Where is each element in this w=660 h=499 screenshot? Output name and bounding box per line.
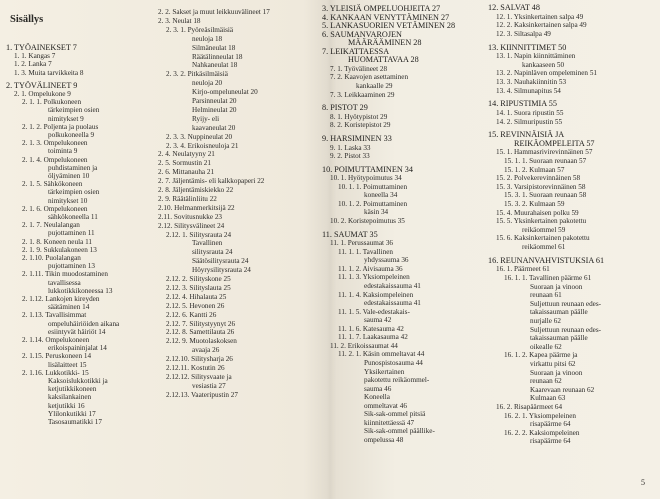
toc-entry: 14. 2. Silmuripustin 55 (496, 117, 563, 126)
toc-entry: lisälaitteet 15 (48, 360, 87, 369)
toc-entry: esiintyvät häiriöt 14 (48, 327, 106, 336)
toc-entry: 2. 1.13. Tavallisimmat (22, 311, 87, 320)
toc-heading: 2. TYÖVÄLINEET 9 (6, 80, 78, 90)
toc-entry: 10. 2. Koristepoimutus 35 (330, 217, 405, 226)
toc-entry: 2.12. 7. Silitystyynyt 26 (166, 319, 236, 328)
toc-heading: 1. TYÖAINEKSET 7 (6, 43, 77, 52)
toc-entry: 2.12.13. Vaateripustin 27 (166, 390, 238, 399)
toc-entry: Kaksoislukkotikki ja (48, 376, 108, 385)
toc-entry: nimitykset 10 (48, 196, 88, 205)
toc-entry: Parsinneulat 20 (192, 97, 237, 105)
toc-entry: 11. 1. 6. Katesauma 42 (338, 324, 404, 333)
toc-entry: 2. 1.11. Tikin muodostaminen (22, 270, 108, 279)
toc-entry: Helmineulat 20 (192, 105, 237, 114)
toc-entry: virkattu pitsi 62 (530, 360, 576, 369)
toc-entry: reikäommel 61 (522, 243, 566, 252)
toc-entry: 2. 1. 7. Neulalangan (22, 221, 80, 230)
toc-entry: 15. 4. Muurahaisen polku 59 (496, 208, 579, 217)
toc-entry: 2. 1.12. Lankojen kireyden (22, 294, 100, 303)
toc-entry: 11. 2. Erikoissaumat 44 (330, 341, 398, 350)
toc-entry: tärkeimpien osien (48, 106, 100, 115)
toc-entry: kankaalle 29 (356, 81, 393, 90)
toc-entry: Kulmaan 63 (530, 394, 566, 403)
toc-entry: 2.12. 3. Silityslauta 25 (166, 283, 231, 292)
toc-entry: 15. 1. 1. Suoraan reunaan 57 (504, 157, 587, 166)
toc-entry: 11. 1. 4. Kaksiompeleinen (338, 290, 414, 299)
toc-entry: 9. 2. Pistot 33 (330, 152, 370, 161)
toc-entry: vesiastia 27 (192, 381, 226, 390)
toc-entry: 10. 1. 1. Poimuttaminen (338, 182, 408, 191)
toc-heading: 12. SALVAT 48 (488, 3, 540, 12)
toc-heading: 9. HARSIMINEN 33 (322, 133, 392, 143)
toc-entry: 2. 1. 3. Ompelukoneen (22, 139, 88, 148)
toc-entry: 2. 5. Sormustin 21 (158, 159, 211, 168)
toc-entry: 2. 1. 5. Sähkökoneen (22, 180, 83, 189)
toc-entry: erikoispaininjalat 14 (48, 344, 107, 353)
toc-entry: nurjalle 62 (530, 317, 561, 326)
toc-entry: 2.12.10. Silitysharja 26 (166, 355, 233, 364)
toc-entry: reunaan 61 (530, 291, 562, 300)
toc-entry: nimitykset 9 (48, 114, 84, 123)
toc-entry: 2. 6. Mittanauha 21 (158, 168, 215, 177)
toc-heading: 16. REUNANVAHVISTUKSIA 61 (488, 255, 605, 265)
toc-entry: Tavallinen (192, 239, 223, 248)
toc-heading: 13. KIINNITTIMET 50 (488, 42, 567, 52)
toc-entry: kaksilankainen (48, 393, 92, 402)
toc-entry: 2.12. 2. Silityskone 25 (166, 275, 231, 283)
toc-entry: Ryijy- eli (192, 114, 220, 123)
toc-entry: 12. 2. Kaksinkertainen salpa 49 (496, 21, 587, 30)
toc-entry: 12. 3. Siltasalpa 49 (496, 29, 551, 38)
toc-entry: 2. 3. 4. Erikoisneuloja 21 (166, 141, 239, 150)
toc-entry: 8. 2. Koristepistot 29 (330, 121, 391, 130)
toc-entry: 16. 2. 1. Yksiompeleinen (504, 411, 576, 420)
toc-entry: neuloja 18 (192, 34, 223, 43)
toc-entry: 16. 1. 1. Tavallinen päärme 61 (504, 274, 592, 283)
toc-entry: 2. 4. Neulatyyny 21 (158, 150, 215, 159)
toc-entry: 15. 6. Kaksinkertainen pakotettu (496, 234, 590, 243)
toc-entry: ompelussa 48 (364, 435, 404, 444)
toc-entry: säätäminen 14 (48, 303, 90, 312)
toc-entry: reikäommel 59 (522, 225, 566, 234)
toc-entry: 2.12. 6. Kantti 26 (166, 310, 217, 319)
toc-entry: 2. 1.14. Ompelukoneen (22, 335, 90, 344)
toc-entry: sauma 42 (364, 316, 392, 325)
toc-entry: silitysrauta 24 (192, 248, 233, 257)
toc-entry: pujottaminen 13 (48, 262, 95, 271)
toc-entry: avaaja 26 (192, 346, 220, 355)
toc-heading: 10. POIMUTTAMINEN 34 (322, 164, 413, 174)
toc-entry: 13. 4. Silmunapitus 54 (496, 86, 561, 95)
toc-entry: Suoraan ja vinoon (530, 282, 583, 291)
toc-entry: 2. 1. 9. Sukkulakoneen 13 (22, 245, 97, 254)
toc-entry: Säätösilitysrauta 24 (192, 257, 249, 266)
toc-entry: 2. 7. Jäljentämis- eli kalkkopaperi 22 (158, 177, 265, 186)
toc-entry: edestakaissauma 41 (364, 299, 421, 308)
toc-entry: 2. 1. Ompelukone 9 (14, 89, 71, 98)
toc-entry: ketjutikki 16 (48, 401, 85, 410)
toc-heading: 4. KANKAAN VENYTTÄMINEN 27 (322, 12, 450, 22)
toc-entry: kiinnitettäessä 47 (364, 418, 415, 427)
toc-entry: käsin 34 (364, 208, 389, 217)
toc-entry: 2. 1. 8. Koneen neula 11 (22, 237, 92, 246)
toc-entry: Koneella (364, 393, 390, 402)
toc-entry: ommeltavat 46 (364, 401, 407, 410)
toc-entry: 7. 1. Työvälineet 28 (330, 64, 388, 73)
toc-entry: 2.12. Silitysvälineet 24 (158, 221, 225, 230)
toc-entry: 2.12. 1. Silitysrauta 24 (166, 230, 232, 239)
toc-entry: Ylilonkutikki 17 (48, 409, 96, 418)
toc-heading: 6. SAUMANVAROJEN (322, 29, 402, 39)
toc-entry: pakotettu reikäommel- (364, 376, 430, 385)
toc-entry: Silmäneulat 18 (192, 43, 236, 52)
toc-heading: 14. RIPUSTIMIA 55 (488, 99, 557, 109)
toc-entry: Sik-sak-ommel pitsiä (364, 410, 426, 419)
toc-entry: 2. 3. Neulat 18 (158, 16, 201, 25)
toc-heading: 8. PISTOT 29 (322, 103, 368, 113)
toc-heading: HUOMATTAVAA 28 (348, 55, 419, 65)
toc-heading: 5. LANKASUORIEN VETÄMINEN 28 (322, 21, 456, 31)
toc-entry: Räätälinneulat 18 (192, 52, 243, 61)
toc-entry: 7. 2. Kaavojen asettaminen (330, 73, 409, 82)
toc-entry: koneella 34 (364, 191, 398, 200)
toc-entry: Suljettuun reunaan edes- (530, 299, 602, 308)
toc-entry: 15. 5. Yksinkertainen pakotettu (496, 217, 587, 226)
toc-entry: kaavaneulat 20 (192, 123, 236, 132)
toc-entry: Höyrysilitysrauta 24 (192, 266, 251, 275)
toc-entry: Sik-sak-ommel päällike- (364, 427, 435, 436)
toc-entry: 10. 1. 2. Poimuttaminen (338, 199, 408, 208)
toc-entry: 16. 1. Päärmeet 61 (496, 265, 550, 274)
toc-entry: 2. 1. 1. Polkukoneen (22, 98, 82, 107)
toc-entry: Suljettuun reunaan edes- (530, 325, 602, 334)
toc-entry: 16. 2. 2. Kaksiompeleinen (504, 428, 580, 437)
toc-entry: 2. 3. 1. Pyöreäsilmäisiä (166, 25, 234, 34)
toc-heading: 7. LEIKATTAESSA (322, 46, 390, 56)
toc-entry: Kirjo-ompeluneulat 20 (192, 88, 258, 97)
toc-entry: 13. 1. Napin kiinnittäminen (496, 52, 576, 61)
toc-entry: 11. 1. 2. Aivisauma 36 (338, 264, 403, 273)
toc-entry: 2.12. 4. Hihalauta 25 (166, 292, 227, 301)
toc-entry: 2.12.11. Kostutin 26 (166, 364, 225, 372)
toc-entry: 11. 1. 7. Laakasauma 42 (338, 333, 408, 342)
toc-entry: 2. 9. Räätälinliitu 22 (158, 194, 217, 203)
toc-heading: 3. YLEISIÄ OMPELUOHJEITA 27 (322, 4, 441, 13)
toc-entry: 2. 2. Sakset ja muut leikkuuvälineet 17 (158, 8, 270, 16)
toc-entry: 2. 1. 2. Poljenta ja puolaus (22, 122, 99, 131)
toc-entry: 8. 1. Hyötypistot 29 (330, 112, 388, 121)
toc-entry: neuloja 20 (192, 79, 223, 88)
toc-entry: 2.12.12. Silitysvaate ja (166, 372, 232, 381)
toc-entry: 10. 1. Hyötypoimutus 34 (330, 174, 402, 183)
toc-entry: 1. 1. Kangas 7 (14, 52, 56, 61)
toc-entry: 2. 1.16. Lukkotikki- 15 (22, 368, 89, 377)
toc-entry: 15. 1. Hammasrivirevinnäinen 57 (496, 148, 593, 157)
toc-entry: 7. 3. Leikkaaminen 29 (330, 90, 395, 99)
toc-entry: 11. 1. 5. Vale-edestakais- (338, 307, 410, 316)
toc-entry: ketjutikkikoneen (48, 385, 97, 394)
toc-entry: 1. 3. Muita tarvikkeita 8 (14, 68, 84, 77)
toc-entry: edestakaissauma 41 (364, 282, 421, 291)
toc-entry: 2. 8. Jäljentämiskiekko 22 (158, 186, 234, 194)
toc-entry: 2. 1. 6. Ompelukoneen (22, 204, 88, 213)
toc-entry: Punospistosauma 44 (364, 358, 423, 367)
toc-entry: 2.12. 9. Muotolaskoksen (166, 337, 237, 346)
toc-entry: Tasosaumatikki 17 (48, 417, 102, 426)
toc-entry: lukkotikkikoneessa 13 (48, 286, 113, 295)
toc-entry: reunaan 62 (530, 377, 562, 386)
toc-entry: 15. 3. 2. Kulmaan 59 (504, 200, 565, 209)
toc-entry: 11. 1. 1. Tavallinen (338, 247, 393, 256)
page-number: 5 (641, 478, 645, 487)
toc-heading: 11. SAUMAT 35 (322, 229, 378, 239)
toc-entry: ompeluhäiriöiden aikana (48, 319, 120, 328)
toc-heading: REIKÄOMPELEITA 57 (514, 138, 595, 148)
toc-entry: 16. 2. Risapäärmeet 64 (496, 403, 563, 412)
toc-entry: öljyäminen 10 (48, 171, 90, 180)
toc-entry: Yksikertainen (364, 367, 405, 376)
toc-entry: puhdistaminen ja (48, 163, 98, 172)
toc-entry: 11. 1. 3. Yksiompeleinen (338, 273, 410, 282)
toc-entry: yhdyssauma 36 (364, 256, 409, 265)
toc-heading: MÄÄRÄÄMINEN 28 (348, 38, 422, 48)
toc-entry: 12. 1. Yksinkertainen salpa 49 (496, 12, 584, 21)
toc-entry: takaissauman päälle (530, 308, 588, 317)
toc-entry: tavallisessa (48, 278, 81, 287)
toc-entry: 11. 1. Perussaumat 36 (330, 239, 394, 248)
toc-entry: 15. 3. 1. Suoraan reunaan 58 (504, 191, 587, 200)
toc-entry: 2. 1.10. Puolalangan (22, 253, 81, 262)
toc-entry: sähkökoneella 11 (48, 212, 98, 221)
toc-entry: 2. 3. 3. Nuppineulat 20 (166, 132, 233, 141)
toc-entry: 2. 3. 2. Pitkäsilmäisiä (166, 70, 228, 79)
toc-entry: 2.12. 5. Hevonen 26 (166, 301, 225, 310)
toc-entry: pujottaminen 11 (48, 229, 95, 238)
toc-entry: toiminta 9 (48, 147, 78, 156)
toc-entry: 11. 2. 1. Käsin ommeltavat 44 (338, 350, 425, 359)
toc-entry: risapäärme 64 (530, 420, 571, 429)
toc-entry: takaissauman päälle (530, 334, 588, 343)
toc-entry: 2.12. 8. Samettilauta 26 (166, 328, 235, 337)
toc-entry: 2.11. Sovitusnukke 23 (158, 212, 223, 221)
toc-entry: Kaarevaan reunaan 62 (530, 385, 595, 394)
toc-entry: 16. 1. 2. Kapea päärme ja (504, 351, 578, 360)
toc-entry: 15. 1. 2. Kulmaan 57 (504, 165, 565, 174)
toc-entry: Nahkaneulat 18 (192, 61, 238, 70)
toc-entry: 2. 1. 4. Ompelukoneen (22, 155, 88, 164)
toc-entry: polkukoneella 9 (48, 130, 95, 139)
toc-entry: 13. 2. Napinläven ompeleminen 51 (496, 69, 598, 78)
toc-heading: 15. REVINNÄISIÄ JA (488, 130, 565, 140)
toc-entry: Suoraan ja vinoon (530, 368, 583, 377)
toc-entry: 9. 1. Laska 33 (330, 143, 371, 152)
toc-entry: oikealle 62 (530, 342, 562, 351)
toc-entry: sauma 46 (364, 384, 392, 393)
toc-entry: 1. 2. Lanka 7 (14, 60, 52, 69)
toc-entry: 15. 2. Polvekerevinnäinen 58 (496, 174, 581, 183)
toc-entry: 13. 3. Nauhakiinnitin 53 (496, 77, 567, 86)
toc-entry: 14. 1. Suora ripustin 55 (496, 108, 564, 117)
toc-entry: 2.10. Helmanmerkitsijä 22 (158, 203, 235, 212)
toc-entry: 15. 3. Varsipistorevinnäinen 58 (496, 182, 586, 191)
toc-entry: kankaaseen 50 (522, 60, 565, 69)
page-title: Sisällys (10, 14, 44, 25)
toc-entry: tärkeimpien osien (48, 188, 100, 197)
toc-entry: risapäärme 64 (530, 437, 571, 446)
toc-entry: 2. 1.15. Peruskoneen 14 (22, 352, 92, 361)
